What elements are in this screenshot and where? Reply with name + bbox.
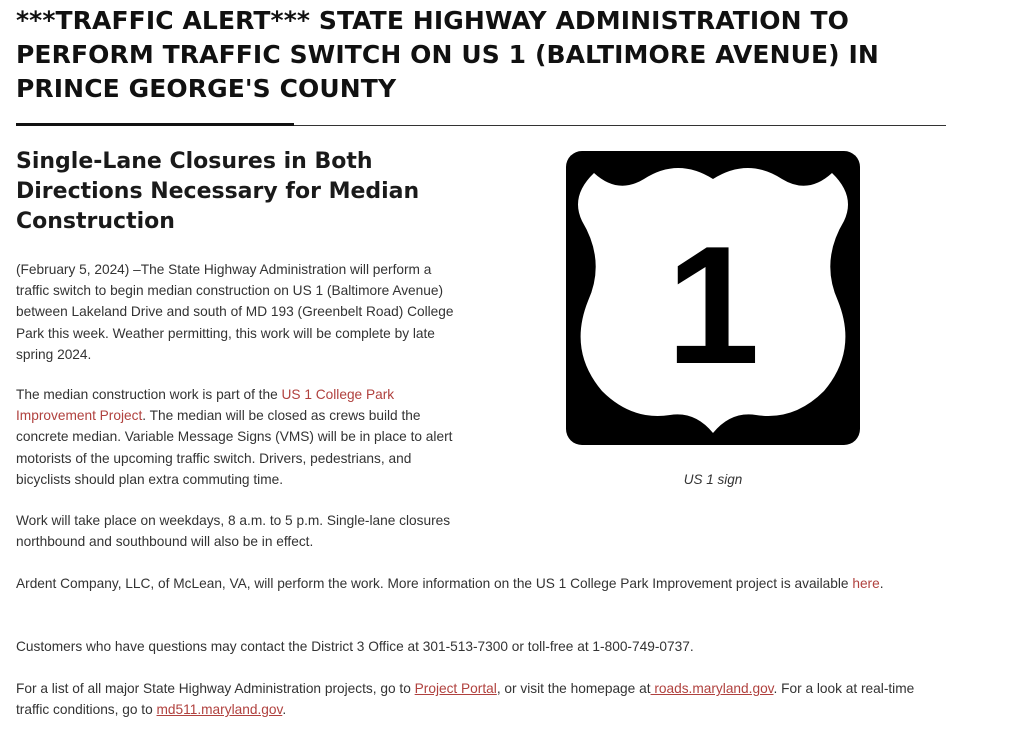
md511-link[interactable]: md511.maryland.gov xyxy=(156,702,283,718)
paragraph-text: The median construction work is part of the xyxy=(16,387,282,402)
article-subtitle: Single-Lane Closures in Both Directions Necessary for Median Construction xyxy=(16,149,420,234)
paragraph-links xyxy=(16,678,951,720)
paragraph-text: . xyxy=(879,576,884,591)
project-portal-link[interactable]: Project Portal xyxy=(414,681,497,696)
paragraph-contact: Customers who have questions may contact the District 3 Office at 301-513-7300 or toll-free at 1-800-749-0737. xyxy=(16,639,694,654)
title-divider-accent xyxy=(16,123,294,126)
more-info-link[interactable]: here xyxy=(852,576,880,591)
us1-project-link[interactable]: US 1 College Park Improvement Project xyxy=(16,387,395,424)
paragraph-intro: (February 5, 2024) –The State Highway Administration will perform a traffic switch to begin median construction on US 1 (Baltimore Avenue) between Lakeland Drive and south of MD 193 (Greenbelt Road) College Park this week. Weather permitting, this work will be complete by late spring 2024. xyxy=(16,262,454,362)
paragraph-schedule: Work will take place on weekdays, 8 a.m. to 5 p.m. Single-lane closures northbound and southbound will also be in effect. xyxy=(16,513,451,550)
paragraph-text: Ardent Company, LLC, of McLean, VA, will perform the work. More information on the US 1 College Park Improvement project is available xyxy=(16,576,853,591)
paragraph-text: . The median will be closed as crews build the concrete median. Variable Message Signs (VMS) will be in place to alert motorists of the upcoming traffic switch. Drivers, pedestrians, and bicyclists should plan extra commuting time. xyxy=(16,408,453,487)
paragraph-contractor xyxy=(16,573,916,594)
paragraph-text: . For a look at real-time traffic conditions, go to xyxy=(16,681,915,718)
sign-caption: US 1 sign xyxy=(683,472,743,487)
us-route-shield-icon xyxy=(566,151,860,445)
paragraph-text: . xyxy=(282,702,287,718)
route-number: 1 xyxy=(666,211,760,399)
paragraph-text: For a list of all major State Highway Administration projects, go to xyxy=(16,681,415,696)
paragraph-median-work xyxy=(16,384,466,490)
paragraph-text: , or visit the homepage at xyxy=(496,681,651,696)
roads-maryland-link[interactable]: roads.maryland.gov xyxy=(650,681,774,696)
page-title: ***TRAFFIC ALERT*** STATE HIGHWAY ADMINISTRATION TO PERFORM TRAFFIC SWITCH ON US 1 (BALTIMORE AVENUE) IN PRINCE GEORGE'S COUNTY xyxy=(16,6,879,103)
